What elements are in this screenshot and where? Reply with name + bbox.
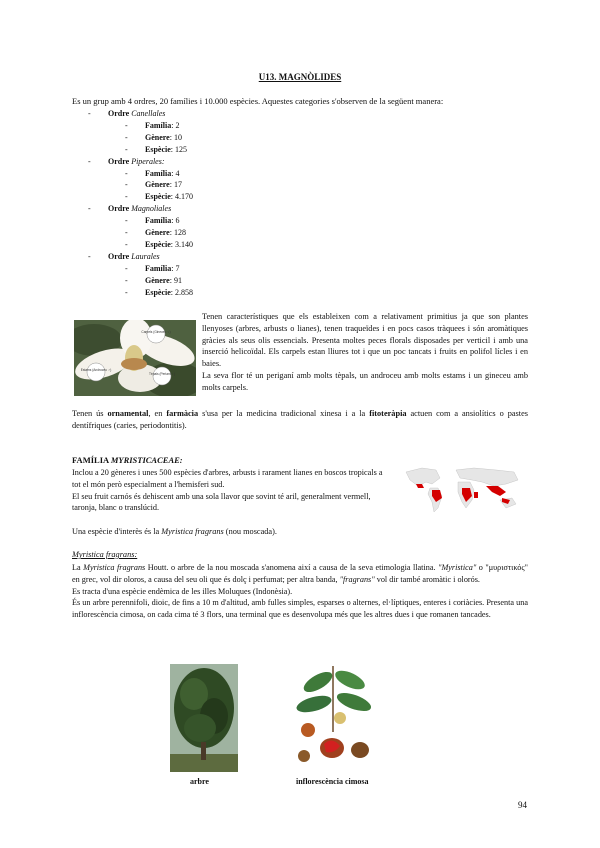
- genere-value: : 91: [169, 275, 182, 285]
- genere-label: Gènere: [145, 132, 170, 142]
- familia-value: : 6: [171, 216, 180, 226]
- text-run: , en: [148, 409, 167, 418]
- order-label: Ordre: [108, 204, 130, 214]
- especie-value: : 125: [170, 144, 188, 154]
- bullet-dash: -: [125, 120, 128, 130]
- text-run: actuen com a ansiolítics o pastes dentífriques (caries, periodontitis).: [72, 409, 528, 430]
- order-familia: [88, 215, 193, 227]
- description-paragraph: La seva flor té un periganí amb molts tèpals, un androceu amb molts estams i un gineceu amb molts carpels.: [202, 370, 528, 392]
- bullet-dash: -: [125, 287, 128, 297]
- order-name: Piperales:: [131, 156, 165, 166]
- myristica-heading: Myristica fragrans:: [72, 550, 138, 559]
- especie-label: Espècie: [145, 192, 171, 202]
- myristica-paragraph: [72, 562, 528, 586]
- flower-caption: inflorescència cimosa: [296, 777, 369, 786]
- bullet-dash: -: [125, 132, 128, 142]
- order-genere: [88, 132, 193, 144]
- family-description: [72, 467, 390, 514]
- familia-label: Família: [145, 263, 172, 273]
- bold-run: farmàcia: [166, 409, 199, 418]
- magnolia-flower-image: [74, 320, 196, 396]
- familia-label: Família: [145, 120, 172, 130]
- order-name: Laurales: [131, 251, 160, 261]
- text-run: La: [72, 563, 84, 572]
- order-genere: [88, 179, 193, 191]
- tepals-label: Tèpals (Periant ♀): [149, 372, 175, 376]
- italic-run: "fragrans": [339, 574, 375, 584]
- order-item: [88, 251, 193, 263]
- especie-label: Espècie: [145, 287, 171, 297]
- orders-list: [88, 108, 193, 299]
- order-especie: [88, 287, 193, 299]
- order-label: Ordre: [108, 156, 130, 166]
- especie-value: : 4.170: [170, 192, 194, 202]
- bullet-dash: -: [125, 216, 128, 226]
- order-label: Ordre: [108, 251, 130, 261]
- bullet-dash: -: [125, 192, 128, 202]
- bullet-dash: -: [88, 109, 91, 118]
- order-familia: [88, 120, 193, 132]
- bullet-dash: -: [125, 275, 128, 285]
- genere-label: Gènere: [145, 180, 170, 190]
- species-sentence: [72, 527, 277, 536]
- familia-value: : 4: [171, 168, 180, 178]
- text-run: Una espècie d'interès és la: [72, 527, 162, 536]
- especie-value: : 2.858: [170, 287, 194, 297]
- genere-value: : 10: [169, 132, 182, 142]
- myristica-description: [72, 562, 528, 621]
- bold-run: ornamental: [107, 409, 149, 418]
- bullet-dash: -: [125, 168, 128, 178]
- text-run: s'usa per la medicina tradicional xinesa i a la: [198, 409, 370, 418]
- bullet-dash: -: [125, 144, 128, 154]
- order-item: [88, 108, 193, 120]
- bullet-dash: -: [88, 204, 91, 214]
- order-item: [88, 156, 193, 168]
- intro-paragraph: Es un grup amb 4 ordres, 20 famílies i 10.000 espècies. Aquestes categories s'observen de la següent manera:: [72, 96, 444, 106]
- order-familia: [88, 168, 193, 180]
- distribution-map: [402, 462, 526, 516]
- familia-label: Família: [145, 216, 172, 226]
- text-run: Tenen ús: [72, 409, 108, 418]
- bullet-dash: -: [88, 251, 91, 261]
- order-familia: [88, 263, 193, 275]
- bullet-dash: -: [88, 156, 91, 166]
- uses-paragraph: [72, 408, 528, 432]
- order-especie: [88, 191, 193, 203]
- order-especie: [88, 239, 193, 251]
- family-label: FAMÍLIA: [72, 455, 111, 465]
- estams-label: Estams (Androceu ♂): [80, 368, 112, 372]
- text-run: (nou moscada).: [223, 527, 277, 536]
- family-heading: [72, 455, 183, 465]
- species-name: Myristica fragrans: [161, 527, 224, 536]
- familia-value: : 2: [171, 120, 180, 130]
- order-especie: [88, 144, 193, 156]
- bullet-dash: -: [125, 180, 128, 190]
- myristica-paragraph: Es tracta d'una espècie endèmica de les illes Moluques (Indonèsia).: [72, 586, 293, 596]
- order-label: Ordre: [108, 109, 130, 118]
- myristica-paragraph: És un arbre perennifoli, dioic, de fins a 10 m d'altitud, amb fulles simples, esparses o alternes, el·líptiques, enteres i coriàcies. Presenta una inflorescència cimosa, on cada cima té 3 flors, una terminal que es desenvolupa més que les altres dues i que romanen tancades.: [72, 598, 528, 620]
- text-run: Houtt. o arbre de la nou moscada s'anomena així a causa de la seva etimologia llatina.: [145, 563, 439, 572]
- family-name: MYRISTICACEAE:: [110, 455, 183, 465]
- page-title: U13. MAGNÒLIDES: [258, 72, 342, 82]
- especie-label: Espècie: [145, 144, 171, 154]
- bullet-dash: -: [125, 263, 128, 273]
- especie-label: Espècie: [145, 239, 171, 249]
- inflorescence-illustration: [288, 662, 378, 772]
- carpels-label: Carpels (Gineceu ♀): [141, 330, 171, 334]
- order-item: [88, 203, 193, 215]
- bullet-dash: -: [125, 228, 128, 238]
- genere-value: : 128: [169, 228, 186, 238]
- genere-label: Gènere: [145, 228, 170, 238]
- bullet-dash: -: [125, 239, 128, 249]
- order-name: Canellales: [131, 109, 166, 118]
- italic-run: Myristica fragrans: [83, 563, 146, 572]
- text-run: o "μυριστικός" en grec, vol dir oloros, a causa del seu oli que és dolç i perfumat; per altra banda,: [72, 563, 528, 584]
- description-block: [202, 311, 528, 394]
- tree-photo: [170, 664, 238, 772]
- order-genere: [88, 227, 193, 239]
- text-run: vol dir també aromàtic i olorós.: [374, 574, 480, 584]
- familia-value: : 7: [171, 263, 180, 273]
- familia-label: Família: [145, 168, 172, 178]
- genere-value: : 17: [169, 180, 182, 190]
- especie-value: : 3.140: [170, 239, 194, 249]
- order-name: Magnoliales: [131, 204, 172, 214]
- italic-run: "Myristica": [438, 563, 477, 572]
- family-text: El seu fruit carnós és dehiscent amb una sola llavor que sovint té aril, generalment vermell, taronja, blanc o translúcid.: [72, 491, 371, 513]
- order-genere: [88, 275, 193, 287]
- page-number: 94: [518, 800, 527, 810]
- tree-caption: arbre: [190, 777, 209, 786]
- bold-run: fitoteràpia: [369, 409, 407, 418]
- genere-label: Gènere: [145, 275, 170, 285]
- description-paragraph: Tenen característiques que els estableixen com a relativament primitius ja que son plantes llenyoses (arbres, arbusts o lianes), tenen traqueïdes i en pocs casos tràquees i són aromàtiques gràcies als seus olis essencials. Presenta moltes peces florals disposades per verticil i amb una inserció helicoïdal. Els carpels estan lliures tot i que un poc tancats i fruits en polifol lícles i en baies.: [202, 312, 528, 369]
- family-text: Inclou a 20 gèneres i unes 500 espècies d'arbres, arbusts i rarament lianes en boscos tropicals a tot el món però especialment a l'hemisferi sud.: [72, 468, 383, 489]
